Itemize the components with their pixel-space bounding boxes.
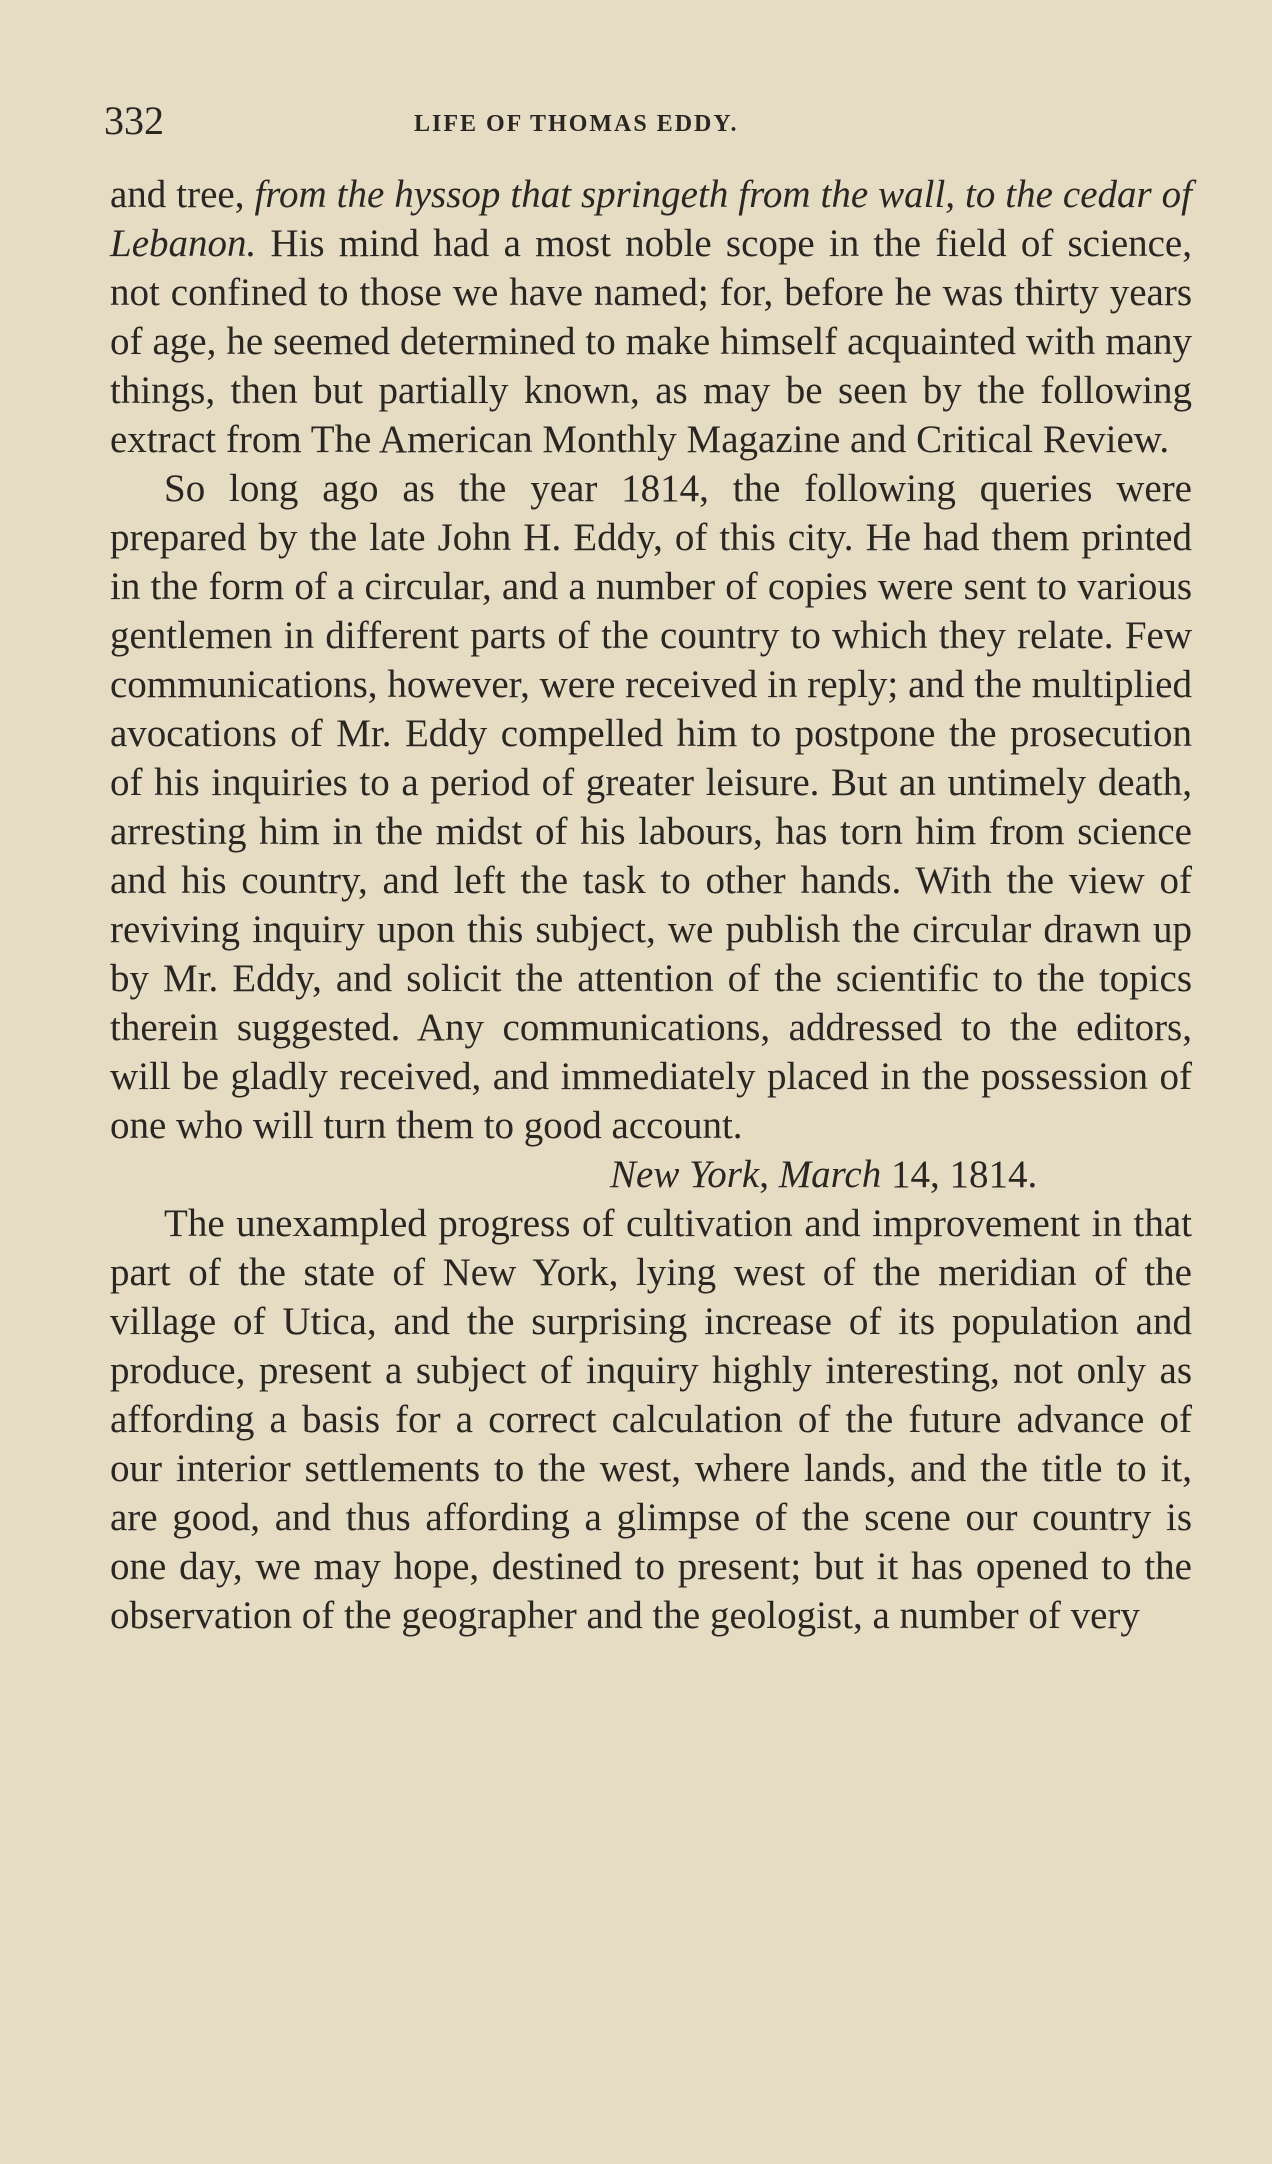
dateline-day-year: 14, 1814. [881,1153,1038,1196]
dateline-month: March [778,1153,882,1196]
running-head: LIFE OF THOMAS EDDY. [414,111,739,137]
body-text [110,170,1192,1640]
page-header [104,96,1204,156]
paragraph-1-rest: His mind had a most noble scope in the field of science, not confined to those we have named; for, before he was thirty years of age, he seemed determined to make himself acquainted with many things, then but partially known, as may be seen by the following extract from The American Monthly Magazine and Critical Review. [110,222,1192,461]
paragraph-1 [110,170,1192,464]
dateline-place: New York [610,1153,760,1196]
dateline-comma: , [759,1153,779,1196]
paragraph-3: The unexampled progress of cultivation and improvement in that part of the state of New York, lying west of the meridian of the village of Utica, and the surprising increase of its population and produce, present a subject of inquiry highly interesting, not only as affording a basis for a correct calculation of the future advance of our interior settlements to the west, where lands, and the title to it, are good, and thus affording a glimpse of the scene our country is one day, we may hope, destined to present; but it has opened to the observation of the geographer and the geologist, a number of very [110,1202,1192,1637]
paragraph-2: So long ago as the year 1814, the following queries were prepared by the late John H. Eddy, of this city. He had them printed in the form of a circular, and a number of copies were sent to various gentlemen in different parts of the country to which they relate. Few communications, however, were received in reply; and the multiplied avocations of Mr. Eddy compelled him to postpone the prosecution of his inquiries to a period of greater leisure. But an untimely death, arresting him in the midst of his labours, has torn him from science and his country, and left the task to other hands. With the view of reviving inquiry upon this subject, we publish the circular drawn up by Mr. Eddy, and solicit the attention of the scientific to the topics therein suggested. Any communications, addressed to the editors, will be gladly received, and immediately placed in the possession of one who will turn them to good account. [110,467,1192,1147]
hyssop-quote: from the hyssop that springeth from the wall, to the cedar of Lebanon. [110,173,1192,265]
dateline [110,1150,1192,1199]
paragraph-1-lead: and tree, [110,173,255,216]
page-number: 332 [104,98,164,143]
